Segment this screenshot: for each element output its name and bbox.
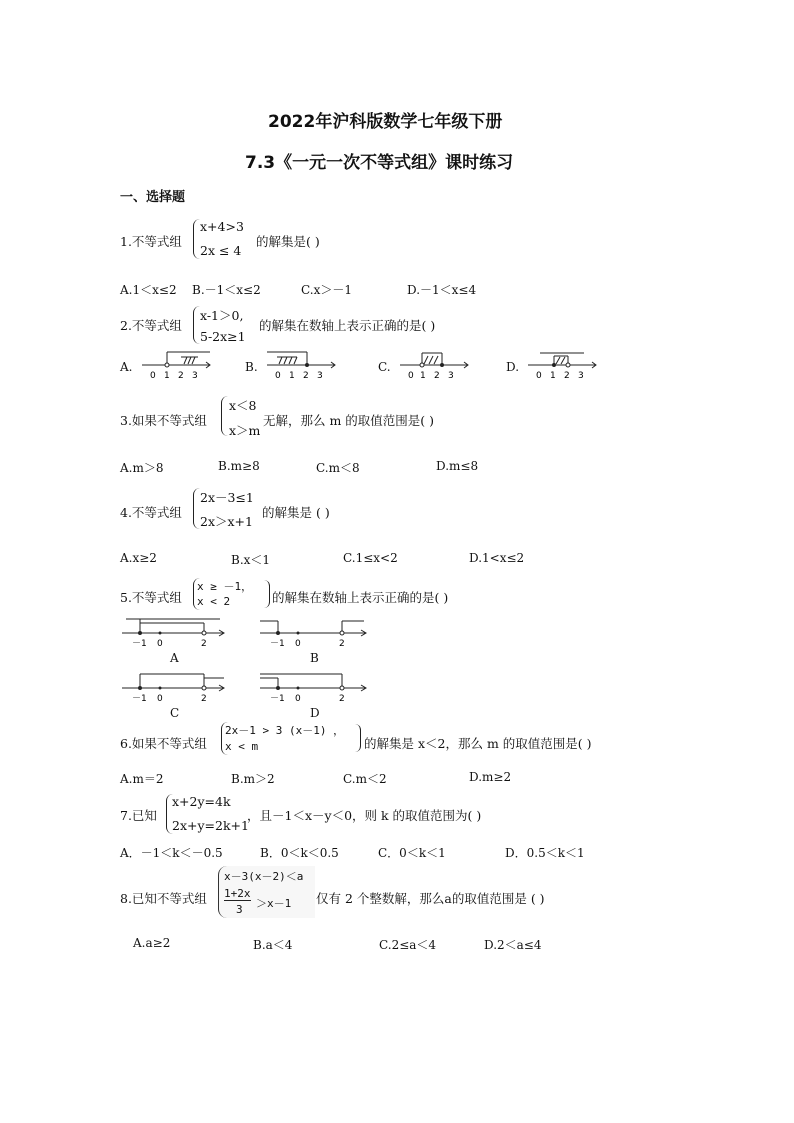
q7-option-a: A．－1＜k＜－0.5 [120, 846, 223, 860]
tick-label: －1 [132, 694, 147, 704]
q8-eq2-rest: ＞x－1 [256, 897, 292, 910]
tick-label: 1 [420, 371, 426, 380]
q2-label-d: D. [506, 360, 520, 374]
q8-option-c: C.2≤a＜4 [379, 938, 437, 952]
q3-eq2: x＞m [229, 423, 261, 438]
document-subtitle: 7.3《一元一次不等式组》课时练习 [245, 153, 514, 173]
q5-eq2: x < 2 [197, 595, 231, 608]
q8-option-b: B.a＜4 [253, 938, 293, 952]
tick-label: －1 [270, 694, 285, 704]
q4-option-b: B.x＜1 [231, 553, 271, 567]
q1-option-a: A.1＜x≤2 [120, 283, 177, 297]
tick-0: 0 [150, 371, 156, 380]
q2-eq1: x-1＞0, [200, 308, 244, 323]
q2-label-a: A. [120, 360, 133, 374]
q1-prefix: 1.不等式组 [120, 234, 182, 249]
q8-suffix: 仅有 2 个整数解，那么a的取值范围是 ( ) [316, 891, 545, 906]
tick-label: 3 [317, 371, 323, 380]
document-title: 2022年沪科版数学七年级下册 [268, 112, 503, 132]
q7-eq1: x+2y=4k [172, 794, 231, 809]
q6-option-b: B.m＞2 [231, 772, 275, 786]
tick-label: 2 [303, 371, 309, 380]
tick-label: 1 [289, 371, 295, 380]
q6-option-a: A.m＝2 [120, 772, 164, 786]
q1-eq2: 2x ≤ 4 [200, 243, 242, 258]
q5-prefix: 5.不等式组 [120, 590, 182, 605]
q6-option-d: D.m≥2 [469, 770, 512, 784]
q8-eq2-numerator: 1+2x [224, 887, 251, 900]
tick-label: 0 [408, 371, 414, 380]
q5-label-c: C [170, 706, 180, 720]
q3-brace [221, 396, 228, 436]
tick-label: 0 [295, 694, 301, 704]
tick-label: －1 [132, 639, 147, 649]
q7-option-c: C．0＜k＜1 [378, 846, 446, 860]
q7-option-b: B．0＜k＜0.5 [260, 846, 339, 860]
q6-option-c: C.m＜2 [343, 772, 387, 786]
tick-label: 0 [157, 694, 163, 704]
tick-label: 2 [201, 694, 207, 704]
q4-suffix: 的解集是 ( ) [262, 505, 330, 520]
q6-eq2: x < m [225, 740, 259, 753]
q4-eq2: 2x＞x+1 [200, 514, 253, 529]
tick-1: 1 [164, 371, 170, 380]
q4-option-d: D.1<x≤2 [469, 551, 525, 565]
q2-label-b: B. [245, 360, 258, 374]
q6-brace-right [355, 724, 361, 752]
q4-eq1: 2x－3≤1 [200, 490, 254, 505]
q1-brace [193, 219, 200, 259]
q5-numberline-a [120, 615, 230, 649]
q7-eq2: 2x+y=2k+1 [172, 818, 249, 833]
q6-eq1: 2x－1 > 3 (x－1) ， [225, 724, 345, 737]
q5-eq1: x ≥ －1， [197, 580, 253, 593]
q1-eq1: x+4>3 [200, 219, 244, 234]
tick-2: 2 [178, 371, 184, 380]
tick-label: 3 [578, 371, 584, 380]
q5-label-d: D [310, 706, 320, 720]
tick-3: 3 [192, 371, 198, 380]
q5-numberline-b [258, 615, 373, 649]
q2-brace [193, 306, 200, 344]
q3-eq1: x＜8 [229, 398, 257, 413]
q1-option-c: C.x＞－1 [301, 283, 352, 297]
q4-option-a: A.x≥2 [120, 551, 157, 565]
tick-label: 0 [275, 371, 281, 380]
q4-brace [193, 488, 200, 529]
q2-label-c: C. [378, 360, 391, 374]
q8-eq1: x－3(x－2)＜a [224, 870, 304, 883]
q5-numberline-d [258, 670, 373, 704]
q4-prefix: 4.不等式组 [120, 505, 182, 520]
tick-label: 3 [448, 371, 454, 380]
q3-option-d: D.m≤8 [436, 459, 479, 473]
tick-label: 0 [157, 639, 163, 649]
q2-numberline-d [526, 348, 601, 380]
q7-suffix: ，且－1＜x－y＜0，则 k 的取值范围为( ) [247, 808, 482, 823]
q2-numberline-a [140, 348, 215, 380]
q2-eq2: 5-2x≥1 [200, 329, 246, 344]
q7-prefix: 7.已知 [120, 808, 157, 823]
q8-eq2-denominator: 3 [236, 903, 243, 916]
tick-label: 2 [339, 639, 345, 649]
q4-option-c: C.1≤x<2 [343, 551, 398, 565]
q2-prefix: 2.不等式组 [120, 318, 182, 333]
q3-option-b: B.m≥8 [218, 459, 260, 473]
q3-option-c: C.m＜8 [316, 461, 360, 475]
q5-label-a: A [170, 651, 179, 665]
q3-option-a: A.m＞8 [120, 461, 164, 475]
tick-label: 2 [564, 371, 570, 380]
q3-suffix: 无解，那么 m 的取值范围是( ) [263, 413, 435, 428]
q7-option-d: D．0.5＜k＜1 [505, 846, 585, 860]
tick-label: －1 [270, 639, 285, 649]
q6-suffix: 的解集是 x＜2，那么 m 的取值范围是( ) [364, 736, 592, 751]
tick-label: 0 [295, 639, 301, 649]
q3-prefix: 3.如果不等式组 [120, 413, 207, 428]
q8-option-d: D.2＜a≤4 [484, 938, 542, 952]
tick-label: 0 [536, 371, 542, 380]
tick-label: 1 [550, 371, 556, 380]
q5-brace-right [264, 580, 270, 608]
tick-label: 2 [339, 694, 345, 704]
q1-option-b: B.－1＜x≤2 [192, 283, 261, 297]
q1-option-d: D.－1＜x≤4 [407, 283, 477, 297]
q8-option-a: A.a≥2 [133, 936, 171, 950]
q5-numberline-c [120, 670, 230, 704]
q1-suffix: 的解集是( ) [256, 234, 320, 249]
section-heading: 一、选择题 [120, 190, 186, 205]
q2-numberline-b [265, 348, 340, 380]
q2-suffix: 的解集在数轴上表示正确的是( ) [259, 318, 436, 333]
q8-prefix: 8.已知不等式组 [120, 891, 207, 906]
tick-label: 2 [201, 639, 207, 649]
q6-prefix: 6.如果不等式组 [120, 736, 207, 751]
q5-suffix: 的解集在数轴上表示正确的是( ) [272, 590, 449, 605]
q2-numberline-c [398, 348, 473, 380]
tick-label: 2 [434, 371, 440, 380]
q5-label-b: B [310, 651, 319, 665]
